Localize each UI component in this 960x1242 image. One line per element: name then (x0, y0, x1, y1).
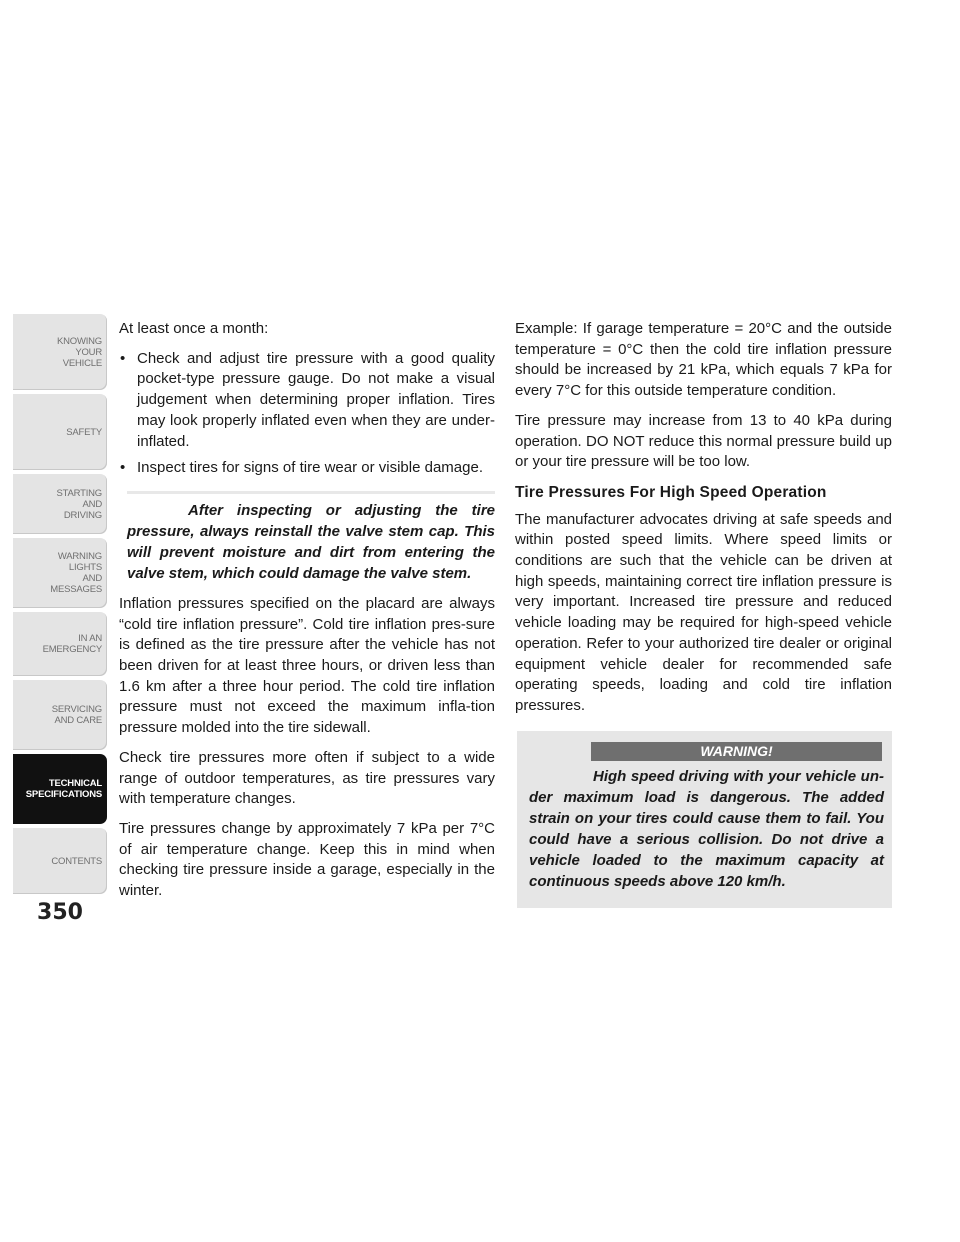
page-number: 350 (37, 900, 83, 925)
list-item-text: Check and adjust tire pressure with a good quality pocket-type pressure gauge. Do not make a visual judgement when determining proper inflation. Tires may look properly inflated even when they are under-inflated. (137, 349, 495, 450)
list-item (119, 458, 495, 479)
tab-technical-specifications[interactable] (13, 754, 107, 824)
intro-text: At least once a month: (119, 320, 269, 337)
tab-label: WARNING LIGHTS AND MESSAGES (50, 551, 102, 595)
tab-label: SAFETY (66, 426, 102, 438)
section-heading: Tire Pressures For High Speed Operation (515, 483, 827, 501)
warning-title: WARNING! (591, 742, 882, 761)
tab-servicing-and-care[interactable] (13, 680, 107, 750)
tab-label: CONTENTS (51, 855, 102, 867)
tab-warning-lights-and-messages[interactable] (13, 538, 107, 608)
list-item-text: Inspect tires for signs of tire wear or visible damage. (137, 459, 483, 477)
tab-label: KNOWING YOUR VEHICLE (56, 335, 102, 369)
tab-starting-and-driving[interactable] (13, 474, 107, 534)
paragraph: Example: If garage temperature = 20°C and the outside temperature = 0°C then the cold tire inflation pressure should be increased by 21 kPa, which equals 7 kPa for every 7°C for this outside temperature condition. (515, 320, 892, 400)
tab-label: TECHNICAL SPECIFICATIONS (25, 778, 102, 800)
warning-box (517, 731, 892, 908)
paragraph: Tire pressures change by approximately 7 kPa per 7°C of air temperature change. Keep this in mind when checking tire pressure inside a garage, especially in the winter. (119, 819, 495, 900)
bullet-icon: • (120, 459, 126, 477)
checklist (119, 349, 495, 479)
left-column (119, 319, 495, 911)
tab-in-an-emergency[interactable] (13, 612, 107, 676)
tab-label: SERVICING AND CARE (51, 704, 102, 726)
warning-text: High speed driving with your vehicle un-der maximum load is dangerous. The added strain on your tires could cause them to fail. You could have a serious collision. Do not drive a vehicle loaded to the maximum capacity at continuous speeds above 120 km/h. (529, 767, 884, 890)
note-box (127, 491, 495, 584)
paragraph: The manufacturer advocates driving at safe speeds and within posted speed limits. Where speed limits or conditions are such that the vehicle can be driven at high speeds, maintaining correct tire inflation pressure is very important. Increased tire pressure and reduced vehicle loading may be required for high-speed vehicle operation. Refer to your authorized tire dealer or original equipment vehicle dealer for recommended safe operating speeds, loading and cold tire inflation pressures. (515, 510, 892, 714)
note-text: After inspecting or adjusting the tire pressure, always reinstall the valve stem cap. This will prevent moisture and dirt from entering the valve stem, which could damage the valve stem. (127, 501, 495, 582)
paragraph: Inflation pressures specified on the placard are always “cold tire inflation pressure”. Cold tire inflation pres-sure is defined as the tire pressure after the vehicle has not been driven for at least three hours, or driven less than 1.6 km after a three hour period. The cold tire inflation pressure must not exceed the maximum infla-tion pressure molded into the tire sidewall. (119, 594, 495, 737)
paragraph: Tire pressure may increase from 13 to 40 kPa during operation. DO NOT reduce this normal pressure build up or your tire pressure will be too low. (515, 411, 892, 471)
tab-safety[interactable] (13, 394, 107, 470)
right-column (515, 319, 892, 908)
tab-label: STARTING AND DRIVING (56, 487, 102, 521)
paragraph: Check tire pressures more often if subject to a wide range of outdoor temperatures, as tire pressures vary with temperature changes. (119, 748, 495, 808)
tab-knowing-your-vehicle[interactable] (13, 314, 107, 390)
list-item (119, 349, 495, 453)
bullet-icon: • (120, 349, 126, 367)
tab-label: IN AN EMERGENCY (42, 633, 102, 655)
tab-contents[interactable] (13, 828, 107, 894)
